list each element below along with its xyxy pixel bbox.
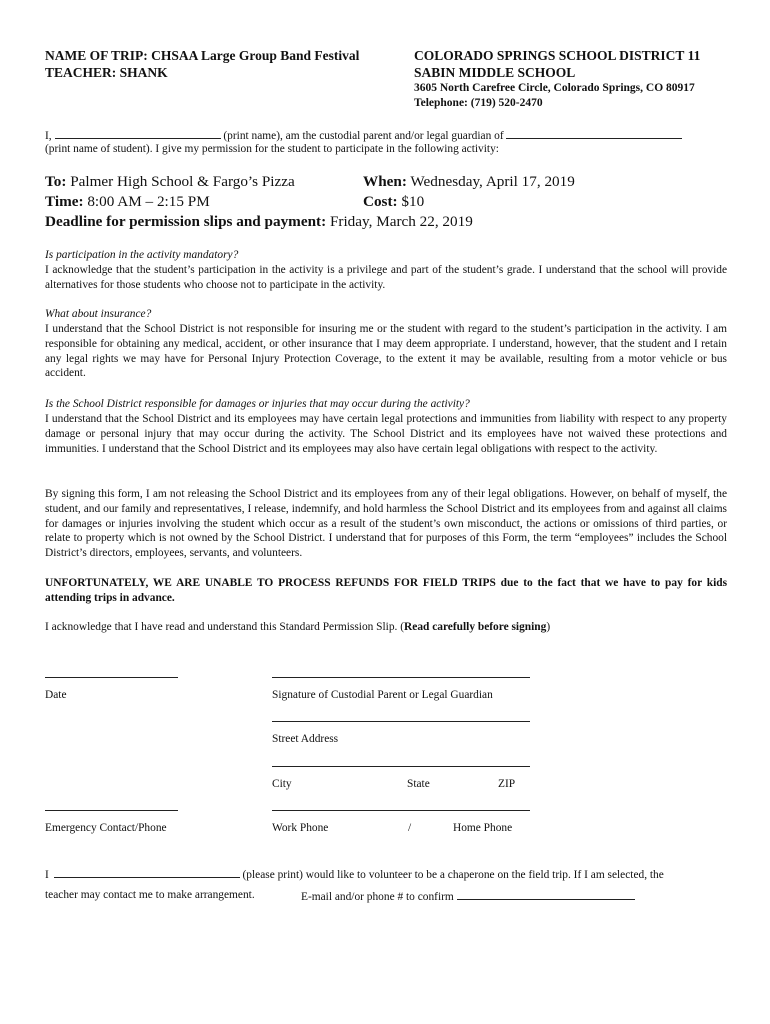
volunteer-line-2: teacher may contact me to make arrangement. bbox=[45, 889, 255, 901]
guardian-signature-line[interactable] bbox=[272, 677, 530, 678]
guardian-signature-label: Signature of Custodial Parent or Legal Guardian bbox=[272, 689, 493, 701]
state-label: State bbox=[407, 778, 430, 790]
trip-deadline bbox=[45, 212, 473, 231]
phone-line[interactable] bbox=[272, 810, 530, 811]
to-value: Palmer High School & Fargo’s Pizza bbox=[70, 173, 295, 190]
zip-label: ZIP bbox=[498, 778, 516, 790]
home-phone-label: Home Phone bbox=[453, 822, 513, 834]
volunteer-line-1 bbox=[45, 866, 664, 883]
acknowledge-line bbox=[45, 620, 727, 635]
cost-label: Cost: bbox=[363, 193, 398, 210]
damages-answer: I understand that the School District and its employees may have certain legal protections and immunities from liability with respect to any property damage or personal injury that may occur during the activity. The School District and its employees have not waived these protections and immunities. I understand that the School District and its employees may also have certain legal obligations with respect to the activity. bbox=[45, 413, 727, 455]
acknowledge-pre: I acknowledge that I have read and understand this Standard Permission Slip. ( bbox=[45, 621, 405, 633]
deadline-label: Deadline for permission slips and payment: bbox=[45, 213, 327, 230]
trip-when bbox=[363, 172, 575, 191]
to-label: To: bbox=[45, 173, 67, 190]
confirm-label: E-mail and/or phone # to confirm bbox=[301, 891, 454, 903]
trip-cost bbox=[363, 192, 424, 211]
city-state-zip-line[interactable] bbox=[272, 766, 530, 767]
volunteer-i-label: I bbox=[45, 869, 49, 881]
date-label: Date bbox=[45, 689, 67, 701]
acknowledge-post: ) bbox=[546, 621, 551, 633]
street-address-label: Street Address bbox=[272, 733, 339, 745]
emergency-contact-label: Emergency Contact/Phone bbox=[45, 822, 167, 834]
mandatory-question: Is participation in the activity mandatory? bbox=[45, 249, 239, 261]
trip-destination bbox=[45, 172, 295, 191]
time-value: 8:00 AM – 2:15 PM bbox=[87, 193, 210, 210]
phone-separator: / bbox=[408, 822, 412, 834]
teacher-name: TEACHER: SHANK bbox=[45, 65, 168, 80]
school-name: SABIN MIDDLE SCHOOL bbox=[414, 65, 576, 80]
acknowledge-bold: Read carefully before signing bbox=[404, 621, 547, 633]
time-label: Time: bbox=[45, 193, 84, 210]
street-address-line[interactable] bbox=[272, 721, 530, 722]
release-paragraph: By signing this form, I am not releasing the School District and its employees from any of their legal obligations. However, on behalf of myself, the student, and our family and representatives, I release, indemnify, and hold harmless the School District and its employees from and against all claims for damages or injuries involving the student which occur as a result of the student’s own misconduct, the actions or omissions of third parties, or relate to property which is not owned by the School District. I understand that for purposes of this Form, the term “employees” includes the School District’s directors, employees, servants, and volunteers. bbox=[45, 488, 727, 560]
consent-line-2: (print name of student). I give my permission for the student to participate in the following activity: bbox=[45, 143, 499, 155]
work-phone-label: Work Phone bbox=[272, 822, 329, 834]
volunteer-name-field[interactable] bbox=[54, 866, 240, 878]
school-address: 3605 North Carefree Circle, Colorado Springs, CO 80917 bbox=[414, 82, 695, 94]
date-line[interactable] bbox=[45, 677, 178, 678]
emergency-contact-line[interactable] bbox=[45, 810, 178, 811]
insurance-question: What about insurance? bbox=[45, 308, 152, 320]
consent-mid-text: (print name), am the custodial parent and/or legal guardian of bbox=[223, 130, 504, 142]
damages-question: Is the School District responsible for damages or injuries that may occur during the activity? bbox=[45, 398, 470, 410]
deadline-value: Friday, March 22, 2019 bbox=[329, 213, 473, 230]
trip-time bbox=[45, 192, 210, 211]
insurance-answer: I understand that the School District is not responsible for insuring me or the student with regard to the student’s participation in the activity. I am responsible for obtaining any medical, accident, or other insurance that I may deem appropriate. I understand, however, that the student and I retain any legal rights we may have for Personal Injury Protection Coverage, to the extent it may be available, resulting from a motor vehicle or bus accident. bbox=[45, 323, 727, 380]
mandatory-answer: I acknowledge that the student’s participation in the activity is a privilege and part of the student’s grade. I understand that the school will provide alternatives for those students who choose not to participate in the activity. bbox=[45, 264, 727, 291]
student-name-field[interactable] bbox=[506, 127, 682, 139]
when-value: Wednesday, April 17, 2019 bbox=[410, 173, 575, 190]
trip-name: NAME OF TRIP: CHSAA Large Group Band Festival bbox=[45, 48, 360, 63]
when-label: When: bbox=[363, 173, 407, 190]
district-name: COLORADO SPRINGS SCHOOL DISTRICT 11 bbox=[414, 48, 701, 63]
city-label: City bbox=[272, 778, 292, 790]
consent-i-label: I, bbox=[45, 130, 52, 142]
parent-name-field[interactable] bbox=[55, 127, 221, 139]
confirm-contact-field[interactable] bbox=[457, 888, 635, 900]
volunteer-line1-text: (please print) would like to volunteer to be a chaperone on the field trip. If I am selected, the bbox=[242, 869, 664, 881]
school-telephone: Telephone: (719) 520-2470 bbox=[414, 97, 543, 109]
cost-value: $10 bbox=[401, 193, 425, 210]
refund-notice: UNFORTUNATELY, WE ARE UNABLE TO PROCESS REFUNDS FOR FIELD TRIPS due to the fact that we have to pay for kids attending trips in advance. bbox=[45, 577, 727, 604]
confirm-contact bbox=[301, 888, 635, 905]
